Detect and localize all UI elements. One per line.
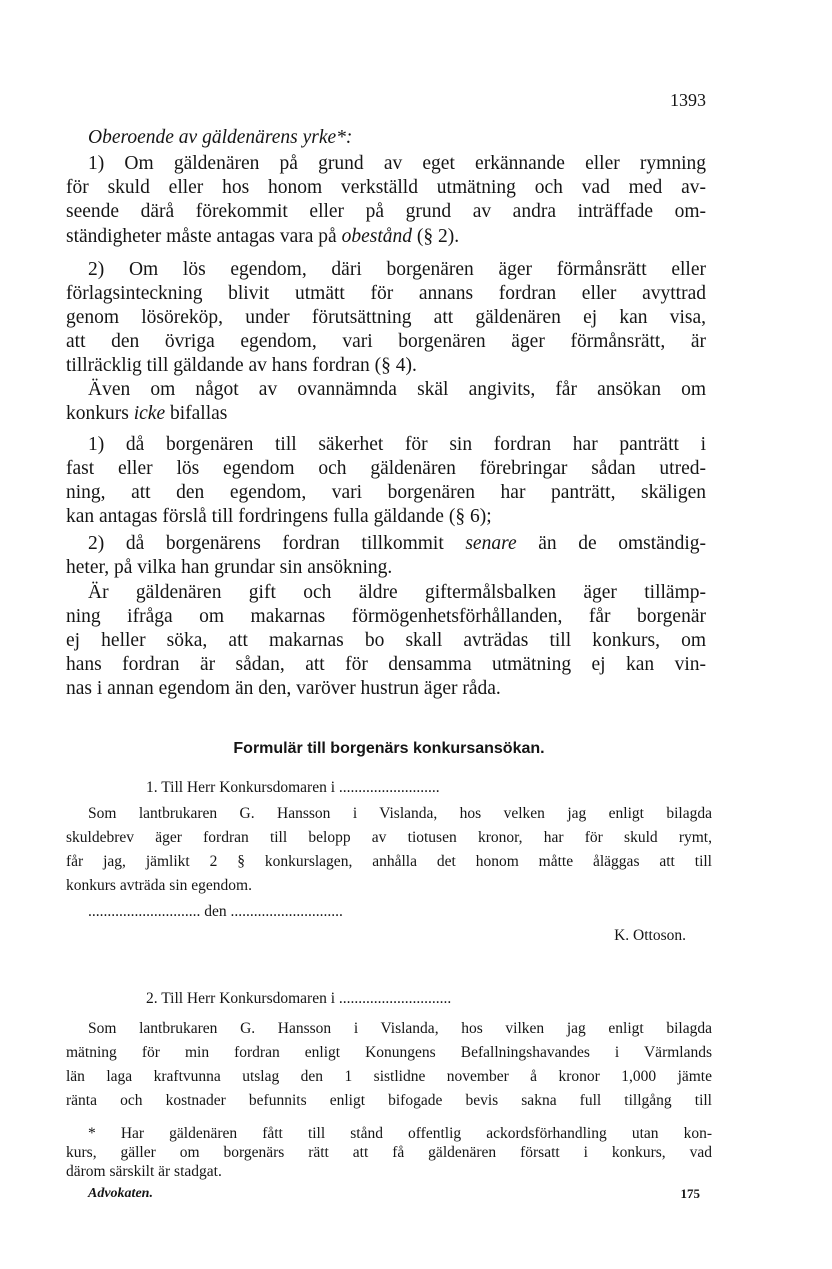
footer-right: 175 — [680, 1186, 700, 1201]
footnote-line: * Har gäldenären fått till stånd offentlig ackordsförhandling utan kon- — [88, 1125, 712, 1142]
body-line: 2) då borgenärens fordran tillkommit senare än de omständig- — [88, 533, 706, 554]
body-line: seende därå förekommit eller på grund av andra inträffade om- — [66, 201, 706, 222]
body-line: heter, på vilka han grundar sin ansökning. — [66, 557, 393, 578]
body-line: ning, att den egendom, vari borgenären har panträtt, skäligen — [66, 482, 706, 503]
body-line: hans fordran är sådan, att för densamma utmätning ej kan vin- — [66, 654, 706, 675]
body-line: för skuld eller hos honom verkställd utmätning och vad med av- — [66, 177, 706, 198]
form-line: får jag, jämlikt 2 § konkurslagen, anhålla det honom måtte åläggas att till — [66, 853, 712, 870]
form-line: ränta och kostnader befunnits enligt bifogade bevis sakna full tillgång till — [66, 1092, 712, 1109]
signature: K. Ottoson. — [614, 927, 686, 944]
page-number: 1393 — [670, 90, 706, 110]
body-line: Är gäldenären gift och äldre giftermålsbalken äger tillämp- — [88, 582, 706, 603]
body-line: tillräcklig till gäldande av hans fordran (§ 4). — [66, 355, 417, 376]
body-line: ej heller söka, att makarnas bo skall avträdas till konkurs, om — [66, 630, 706, 651]
body-line: fast eller lös egendom och gäldenären förebringar sådan utred- — [66, 458, 706, 479]
footer-left: Advokaten. — [88, 1186, 153, 1201]
footnote-line: därom särskilt är stadgat. — [66, 1163, 222, 1180]
body-line: att den övriga egendom, vari borgenären äger förmånsrätt, är — [66, 331, 706, 352]
form-1-address: 1. Till Herr Konkursdomaren i .......................... — [146, 779, 440, 796]
form-line: Som lantbrukaren G. Hansson i Vislanda, hos vilken jag enligt bilagda — [88, 1020, 712, 1037]
body-line: 1) då borgenären till säkerhet för sin fordran har panträtt i — [88, 434, 706, 455]
body-line: genom lösöreköp, under förutsättning att gäldenären ej kan visa, — [66, 307, 706, 328]
date-line: ............................. den ............................. — [88, 903, 343, 920]
form-title: Formulär till borgenärs konkursansökan. — [233, 740, 545, 757]
form-line: Som lantbrukaren G. Hansson i Vislanda, hos velken jag enligt bilagda — [88, 805, 712, 822]
body-line: kan antagas förslå till fordringens fulla gäldande (§ 6); — [66, 506, 492, 527]
body-line: ning ifråga om makarnas förmögenhetsförhållanden, får borgenär — [66, 606, 706, 627]
body-line: konkurs icke bifallas — [66, 403, 228, 424]
footnote-line: kurs, gäller om borgenärs rätt att få gäldenären försatt i konkurs, vad — [66, 1144, 712, 1161]
body-line: ständigheter måste antagas vara på obestånd (§ 2). — [66, 226, 460, 247]
form-line: län laga kraftvunna utslag den 1 sistlidne november å kronor 1,000 jämte — [66, 1068, 712, 1085]
form-2-address: 2. Till Herr Konkursdomaren i ............................. — [146, 990, 452, 1007]
body-line: förlagsinteckning blivit utmätt för annans fordran eller avyttrad — [66, 283, 706, 304]
form-line: mätning för min fordran enligt Konungens Befallningshavandes i Värmlands — [66, 1044, 712, 1061]
body-line: nas i annan egendom än den, varöver hustrun äger råda. — [66, 678, 501, 699]
body-line: 1) Om gäldenären på grund av eget erkännande eller rymning — [88, 153, 706, 174]
body-line: 2) Om lös egendom, däri borgenären äger förmånsrätt eller — [88, 259, 706, 280]
form-line: skuldebrev äger fordran till belopp av tiotusen kronor, har för skuld rymt, — [66, 829, 712, 846]
form-line: konkurs avträda sin egendom. — [66, 877, 252, 894]
section-heading: Oberoende av gäldenärens yrke*: — [88, 127, 353, 148]
body-line: Även om något av ovannämnda skäl angivits, får ansökan om — [88, 379, 706, 400]
